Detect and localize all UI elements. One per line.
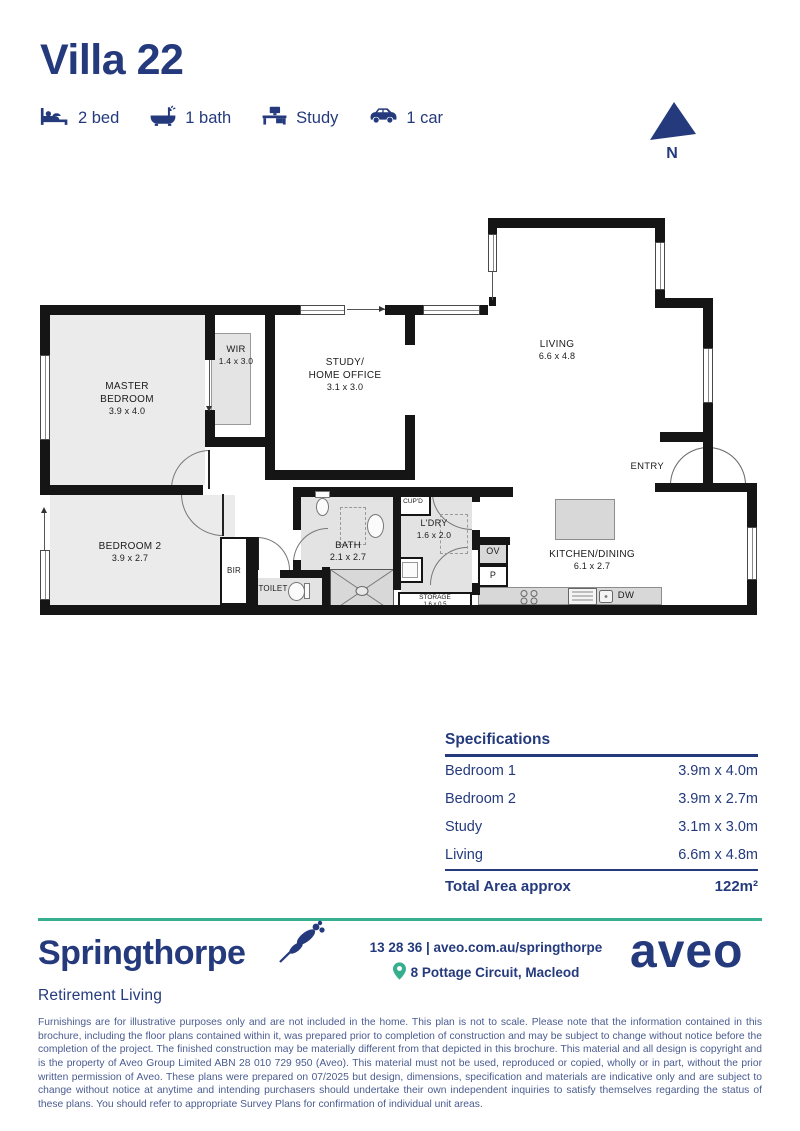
- bath-icon: [149, 104, 177, 132]
- springthorpe-tagline: Retirement Living: [38, 987, 163, 1004]
- spec-value: 6.6m x 4.8m: [678, 847, 758, 863]
- address-text: 8 Pottage Circuit, Macleod: [410, 965, 580, 980]
- storage-label: STORAGE 1.6 x 0.5: [419, 594, 451, 608]
- table-row: [445, 757, 758, 785]
- specifications-table: [445, 731, 758, 895]
- kitchen-label: KITCHEN/DINING 6.1 x 2.7: [549, 549, 635, 571]
- website-url: aveo.com.au/springthorpe: [433, 940, 603, 955]
- separator: |: [425, 940, 430, 955]
- springthorpe-wordmark: Springthorpe: [38, 934, 246, 972]
- wir-label: WIR 1.4 x 3.0: [218, 344, 254, 367]
- total-area-row: [445, 871, 758, 895]
- spec-label: Bedroom 2: [445, 791, 516, 807]
- feature-bath-label: 1 bath: [185, 108, 232, 127]
- wall-segment: [480, 305, 488, 315]
- wall-segment: [655, 483, 757, 492]
- bed-icon: [40, 106, 70, 131]
- wall-segment: [747, 492, 757, 527]
- wall-segment: [322, 567, 330, 614]
- living-label: LIVING 6.6 x 4.8: [538, 339, 576, 361]
- table-row: [445, 813, 758, 841]
- contact-line: [338, 940, 634, 955]
- toilet-door-arc: [257, 537, 290, 570]
- laundry-label: L'DRY 1.6 x 2.0: [416, 518, 452, 540]
- kitchen-island: [555, 499, 615, 540]
- oak-leaf-icon: [276, 920, 328, 969]
- bath-toilet-bowl: [316, 498, 329, 516]
- spec-value: 3.9m x 4.0m: [678, 763, 758, 779]
- window: [40, 355, 50, 440]
- spec-value: 3.9m x 2.7m: [678, 791, 758, 807]
- feature-bath: [149, 104, 231, 132]
- total-area-value: 122m²: [714, 878, 758, 895]
- total-area-label: Total Area approx: [445, 878, 571, 895]
- spec-value: 3.1m x 3.0m: [678, 819, 758, 835]
- wall-segment: [405, 415, 415, 480]
- wall-segment: [265, 315, 275, 480]
- washer-drum: [402, 562, 418, 578]
- basin-fixture: [367, 514, 384, 538]
- page-title: Villa 22: [40, 36, 184, 84]
- wall-segment: [40, 305, 300, 315]
- feature-car: [368, 106, 443, 130]
- wall-segment: [488, 218, 497, 234]
- study-label: STUDY/ HOME OFFICE 3.1 x 3.0: [308, 357, 382, 392]
- master-bedroom-label: MASTER BEDROOM 3.9 x 4.0: [100, 381, 154, 416]
- guide-line: [492, 272, 493, 300]
- feature-bed-label: 2 bed: [78, 108, 120, 127]
- car-icon: [368, 106, 398, 130]
- bir-label: BIR: [227, 566, 241, 575]
- wall-segment: [393, 497, 401, 590]
- wall-segment: [280, 570, 322, 578]
- wall-segment: [248, 537, 258, 605]
- north-arrow-icon: [644, 129, 700, 146]
- wall-segment: [472, 537, 510, 545]
- dishwasher-label: DW: [617, 590, 635, 601]
- bedroom2-door-leaf: [222, 494, 224, 536]
- feature-car-label: 1 car: [406, 108, 444, 127]
- aveo-logo: aveo: [630, 925, 744, 978]
- window: [703, 348, 713, 403]
- window: [40, 550, 50, 600]
- wall-segment: [703, 298, 713, 348]
- toilet-label: TOILET: [258, 584, 288, 593]
- window: [300, 305, 345, 315]
- left-wall-arrow-icon: [41, 507, 47, 513]
- spec-label: Bedroom 1: [445, 763, 516, 779]
- slider-arrow-icon: [379, 306, 385, 312]
- footer-divider: [38, 918, 762, 921]
- spec-label: Study: [445, 819, 483, 835]
- feature-study: [261, 105, 338, 131]
- oven-label: OV: [486, 546, 500, 556]
- wall-segment: [205, 437, 265, 447]
- wall-segment: [703, 432, 713, 485]
- wall-segment: [703, 403, 713, 433]
- wall-segment: [205, 410, 215, 437]
- north-label: N: [666, 145, 678, 162]
- bath-toilet-tank: [315, 491, 330, 498]
- feature-bed: [40, 106, 119, 131]
- wall-segment: [472, 583, 480, 595]
- wall-segment: [655, 218, 665, 242]
- wall-segment: [405, 315, 415, 345]
- window: [655, 242, 665, 290]
- wall-segment: [293, 560, 301, 572]
- springthorpe-logo: [38, 934, 245, 1005]
- feature-summary: [40, 104, 443, 132]
- spec-label: Living: [445, 847, 483, 863]
- wall-segment: [40, 600, 50, 610]
- bath-label: BATH 2.1 x 2.7: [329, 540, 367, 563]
- feature-study-label: Study: [296, 108, 339, 127]
- master-door-leaf: [208, 450, 210, 489]
- cupboard-label: CUP'D: [403, 498, 423, 505]
- wall-segment: [293, 497, 301, 530]
- desk-icon: [261, 105, 288, 131]
- wall-segment: [488, 218, 665, 228]
- bedroom2-label: BEDROOM 2 3.9 x 2.7: [98, 541, 162, 563]
- window: [488, 234, 497, 272]
- entry-label: ENTRY: [630, 461, 664, 472]
- pantry-label: P: [489, 570, 497, 580]
- disclaimer-text: Furnishings are for illustrative purposes only and are not included in the home. This plan is not to scale. Please note that the information contained in this brochure, including the floor plans contained within it, was prepared prior to completion of construction and may be subject to change without notice before the completion of the project. The finished construction may be materially different from that depicted in this brochure. This material and all design is copyright and is the property of Aveo Group Limited ABN 28 010 729 950 (Aveo). This material must not be used, reproduced or copied, wholly or in part, without the prior written permission of Aveo. These plans were prepared on 07/2025 but design, dimensions, specification and materials are indicative only and are subject to change without notice at anytime and intending purchasers should undertake their own independent inquiries to satisfy themselves regarding the status of these plans. You should refer to appropriate Survey Plans for confirmation of individual unit areas.: [38, 1017, 762, 1111]
- window: [423, 305, 480, 315]
- toilet-bowl: [288, 582, 305, 601]
- floor-plan: [40, 180, 760, 640]
- phone-number: 13 28 36: [369, 940, 423, 955]
- north-indicator: [642, 100, 702, 163]
- table-row: [445, 785, 758, 813]
- table-row: [445, 841, 758, 869]
- wall-segment: [385, 305, 423, 315]
- contact-block: [338, 940, 634, 983]
- wall-segment: [265, 470, 415, 480]
- specifications-title: Specifications: [445, 731, 551, 748]
- guide-line: [44, 513, 45, 550]
- wall-segment: [40, 485, 203, 495]
- address-line: [338, 962, 634, 983]
- wall-segment: [472, 497, 480, 502]
- location-pin-icon: [393, 962, 406, 983]
- window: [747, 527, 757, 580]
- wir-arrow-icon: [206, 406, 212, 412]
